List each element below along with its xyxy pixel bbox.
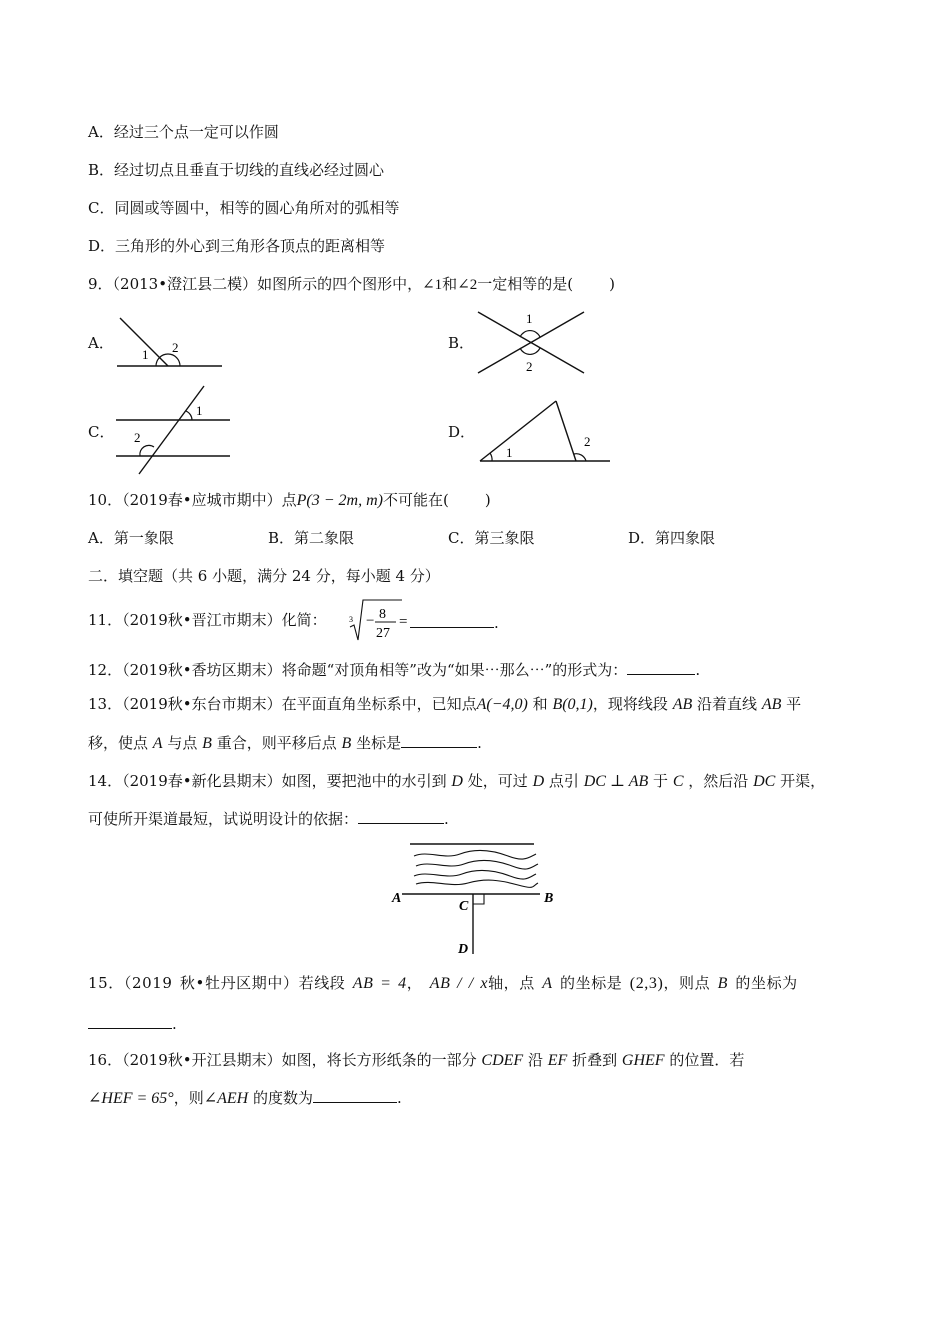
- q16-angle: ∠HEF = 65°: [88, 1090, 174, 1107]
- q9-label-d: D．: [448, 423, 476, 441]
- q8-option-d: D．三角形的外心到三角形各顶点的距离相等: [88, 237, 386, 255]
- q14-d-1: D: [451, 773, 463, 790]
- q11-stem: [88, 610, 327, 630]
- q14-text-1c: 点引: [548, 772, 579, 790]
- q15-source: （2019 秋•牡丹区期中）: [123, 974, 299, 992]
- q13-text-2b: 与点: [167, 734, 198, 752]
- q12-text: 将命题“对顶角相等”改为“如果⋯那么⋯”的形式为：: [281, 661, 628, 679]
- q11-end: .: [494, 614, 499, 632]
- q14-source: （2019春•新化县期末）: [122, 772, 282, 790]
- q16-ef: EF: [547, 1052, 568, 1069]
- q15-eq1: AB = 4: [352, 975, 407, 992]
- q16-t2: 沿: [527, 1051, 543, 1069]
- q9-angle1: ∠1: [422, 277, 443, 293]
- q13-a: A: [152, 735, 163, 752]
- q13-b: B: [202, 735, 212, 752]
- q16-ghef: GHEF: [621, 1052, 665, 1069]
- q15-line1: [88, 973, 798, 994]
- q12-answer-blank[interactable]: [627, 659, 695, 675]
- q15-end: .: [172, 1015, 177, 1033]
- q15-sep: ，: [406, 974, 423, 992]
- q14-fig-label-d: D: [458, 942, 469, 957]
- q16-t6: 的度数为: [253, 1089, 314, 1107]
- q14-number: 14．: [88, 772, 123, 790]
- q9-figure-a: [112, 312, 227, 374]
- q9-angle2: ∠2: [457, 277, 478, 293]
- q9-a-label-2: 2: [172, 340, 179, 355]
- q14-text-1a: 如图，要把池中的水引到: [281, 772, 447, 790]
- q8-option-b: B．经过切点且垂直于切线的直线必经过圆心: [88, 161, 385, 179]
- q10-number: 10．: [88, 491, 123, 509]
- q13-text-1a: 在平面直角坐标系中，已知点: [281, 695, 477, 713]
- q9-label-c: C．: [88, 423, 115, 441]
- q10-source: （2019春•应城市期中）: [122, 491, 282, 509]
- q16-line2: [88, 1087, 402, 1109]
- q15-number: 15．: [88, 974, 124, 992]
- q10-point: P(3 − 2m, m): [296, 492, 383, 509]
- q16-line1: [88, 1050, 744, 1071]
- q11-answer-blank[interactable]: [410, 612, 494, 628]
- q11-equals: =: [399, 614, 408, 630]
- q13-ab-1: AB: [672, 696, 693, 713]
- q11-tail: [410, 612, 499, 633]
- q9-b-label-2: 2: [526, 359, 533, 374]
- q14-line1: [88, 771, 825, 792]
- q9-a-label-1: 1: [142, 347, 149, 362]
- q8-option-a: A．经过三个点一定可以作圆: [88, 123, 279, 141]
- q15-b: B: [717, 975, 728, 992]
- q13-line1: [88, 694, 801, 715]
- q14-fig-label-a: A: [392, 891, 402, 906]
- q15-t5: 的坐标为: [735, 974, 798, 992]
- q13-text-1d: 平: [786, 695, 802, 713]
- q9-b-label-1: 1: [526, 311, 533, 326]
- q11-text: 化简：: [281, 611, 327, 629]
- q15-t2: 轴，点: [488, 974, 535, 992]
- q12-number: 12．: [88, 661, 123, 679]
- q16-t5: ，则: [173, 1089, 204, 1107]
- q14-line2: [88, 808, 449, 829]
- q14-dc: DC: [753, 773, 776, 790]
- q13-source: （2019秋•东台市期末）: [122, 695, 282, 713]
- q14-d-2: D: [532, 773, 545, 790]
- q13-end: .: [477, 734, 482, 752]
- q14-text-1b: 处，可过: [467, 772, 528, 790]
- q9-label-b: B．: [448, 334, 475, 352]
- q13-text-2a: 移，使点: [88, 734, 149, 752]
- q11-number: 11．: [88, 611, 123, 629]
- q9-label-a: A．: [88, 334, 114, 352]
- q16-t1: 如图，将长方形纸条的一部分: [281, 1051, 477, 1069]
- q15-coord: (2,3): [629, 975, 664, 992]
- q10-option-d: D．第四象限: [628, 529, 716, 547]
- q9-number: 9．: [88, 275, 113, 293]
- q9-and: 和: [442, 275, 458, 293]
- q16-angle2: ∠AEH: [203, 1090, 249, 1107]
- q9-text-b: 一定相等的是(: [477, 275, 574, 293]
- q13-text-1c: 沿着直线: [697, 695, 758, 713]
- q11-denominator: 27: [376, 626, 390, 641]
- q16-t3: 折叠到: [572, 1051, 618, 1069]
- q15-t4: ，则点: [663, 974, 711, 992]
- q9-c-label-1: 1: [196, 403, 203, 418]
- q14-fig-label-c: C: [459, 899, 469, 914]
- q13-b-2: B: [341, 735, 352, 752]
- q16-t4: 的位置．若: [669, 1051, 745, 1069]
- q16-end: .: [397, 1089, 402, 1107]
- q13-and: 和: [532, 695, 548, 713]
- q13-ab-2: AB: [761, 696, 782, 713]
- q15-eq2: AB / / x: [429, 975, 489, 992]
- q10-option-a: A．第一象限: [88, 529, 174, 547]
- q9-close: ): [609, 275, 615, 293]
- q14-answer-blank[interactable]: [358, 808, 444, 824]
- q14-fig-label-b: B: [544, 891, 554, 906]
- q13-text-2d: 坐标是: [356, 734, 402, 752]
- q9-text-a: 如图所示的四个图形中，: [257, 275, 423, 293]
- q10-pre: 点: [281, 491, 297, 509]
- q9-figure-b: [474, 309, 588, 377]
- q14-figure-pond: [388, 838, 564, 960]
- q15-a: A: [542, 975, 553, 992]
- q15-t1: 若线段: [298, 974, 346, 992]
- q14-c: C: [672, 773, 684, 790]
- q9-stem: [88, 274, 615, 295]
- q14-text-1d: 于: [653, 772, 669, 790]
- q9-d-label-2: 2: [584, 434, 591, 449]
- q9-source: （2013•澄江县二模）: [112, 275, 258, 293]
- q16-answer-blank[interactable]: [313, 1087, 397, 1103]
- q12-stem: [88, 659, 700, 680]
- q13-text-2c: 重合，则平移后点: [216, 734, 337, 752]
- q9-figure-d: [476, 398, 614, 466]
- q11-cube-root-expression: [346, 596, 412, 644]
- q13-text-1b: ，现将线段: [592, 695, 668, 713]
- q11-numerator: 8: [379, 607, 386, 622]
- q16-cdef: CDEF: [481, 1052, 524, 1069]
- q14-end: .: [444, 810, 449, 828]
- q16-number: 16．: [88, 1051, 123, 1069]
- q13-line2: [88, 732, 482, 754]
- q11-root-index: 3: [349, 615, 353, 624]
- q11-minus: −: [366, 613, 375, 629]
- q8-option-c: C．同圆或等圆中，相等的圆心角所对的弧相等: [88, 199, 400, 217]
- q9-figure-c: [112, 383, 234, 477]
- q14-formula: DC ⊥ AB: [583, 773, 649, 790]
- q15-answer-blank[interactable]: [88, 1013, 172, 1029]
- q15-line2: [88, 1013, 177, 1034]
- q10-option-b: B．第二象限: [268, 529, 355, 547]
- q10-post: 不可能在(: [382, 491, 449, 509]
- q9-c-label-2: 2: [134, 430, 141, 445]
- q11-source: （2019秋•晋江市期末）: [122, 611, 282, 629]
- q16-source: （2019秋•开江县期末）: [122, 1051, 282, 1069]
- q10-stem: [88, 490, 491, 511]
- q13-number: 13．: [88, 695, 123, 713]
- q12-end: .: [695, 661, 701, 679]
- q13-point-b: B(0,1): [552, 696, 593, 713]
- q14-text-1e: ，然后沿: [688, 772, 749, 790]
- q10-close: ): [484, 491, 491, 509]
- q9-d-label-1: 1: [506, 445, 513, 460]
- q13-point-a: A(−4,0): [476, 696, 528, 713]
- q15-t3: 的坐标是: [560, 974, 623, 992]
- q13-answer-blank[interactable]: [401, 732, 477, 748]
- q14-text-2: 可使所开渠道最短，试说明设计的依据：: [88, 810, 359, 828]
- q12-source: （2019秋•香坊区期末）: [122, 661, 282, 679]
- q10-option-c: C．第三象限: [448, 529, 535, 547]
- q14-text-1f: 开渠，: [780, 772, 826, 790]
- section-fill-in-heading: 二．填空题（共 6 小题，满分 24 分，每小题 4 分）: [88, 567, 440, 585]
